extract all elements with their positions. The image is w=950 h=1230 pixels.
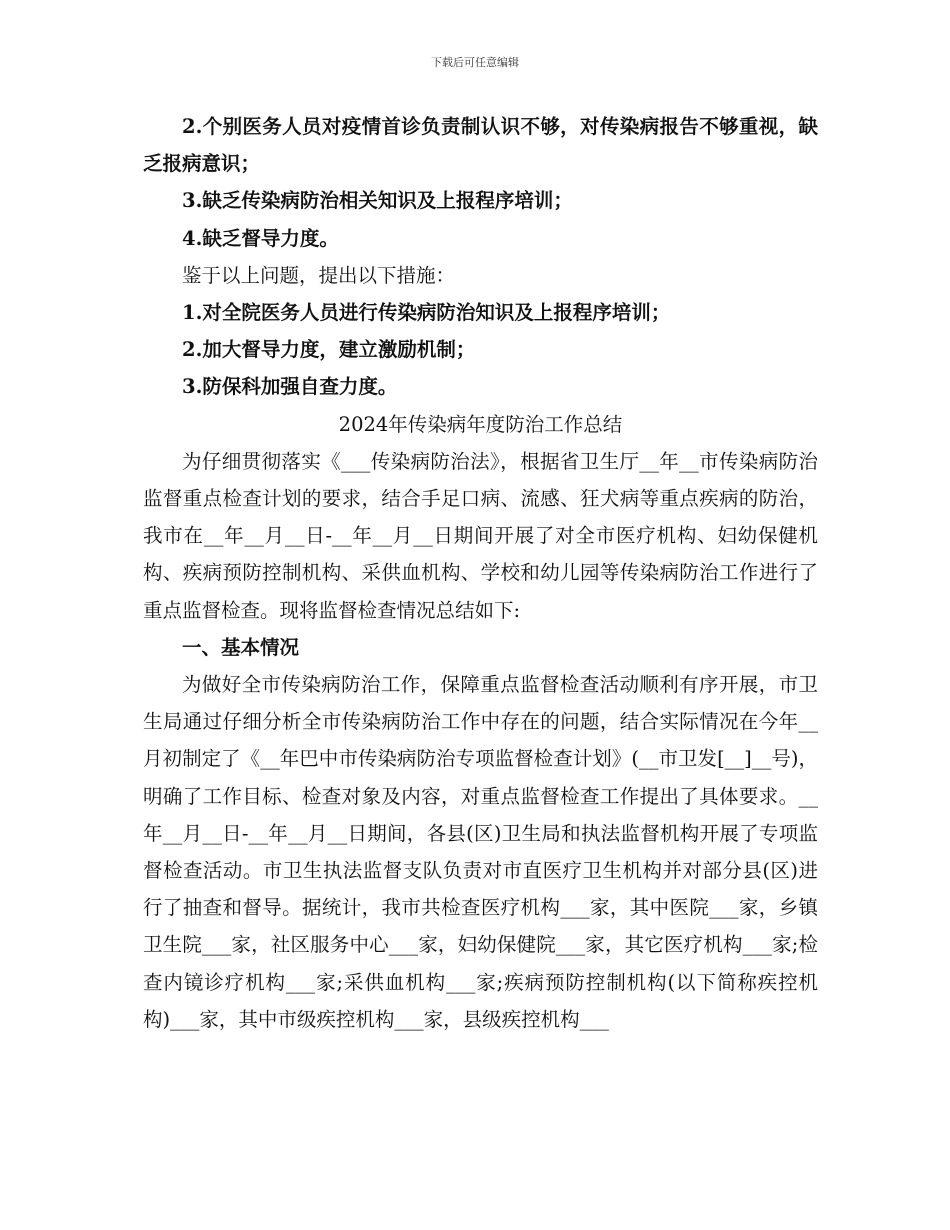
measure-item-2: 2.加大督导力度，建立激励机制； (182, 338, 476, 362)
document-body (143, 108, 818, 1038)
list-item-top-3: 3.缺乏传染病防治相关知识及上报程序培训； (182, 189, 573, 213)
section-heading-basic: 一、基本情况 (182, 635, 300, 659)
document-title: 2024年传染病年度防治工作总结 (338, 412, 623, 436)
list-item-top-4: 4.缺乏督导力度。 (182, 226, 339, 250)
paragraph-intro: 为仔细贯彻落实《___传染病防治法》，根据省卫生厅__年__市传染病防治监督重点检查计划的要求，结合手足口病、流感、狂犬病等重点疾病的防治，我市在__年__月__日-__年__月__日期间开展了对全市医疗机构、妇幼保健机构、疾病预防控制机构、采供血机构、学校和幼儿园等传染病防治工作进行了重点监督检查。现将监督检查情况总结如下: (143, 449, 818, 622)
measure-item-3: 3.防保科加强自查力度。 (182, 375, 398, 399)
measure-item-1: 1.对全院医务人员进行传染病防治知识及上报程序培训； (182, 301, 671, 325)
page-header: 下载后可任意编辑 (431, 56, 519, 69)
list-item-top-2: 2.个别医务人员对疫情首诊负责制认识不够，对传染病报告不够重视，缺乏报病意识； (143, 115, 818, 176)
measures-intro: 鉴于以上问题，提出以下措施： (182, 263, 456, 287)
paragraph-basic-situation: 为做好全市传染病防治工作，保障重点监督检查活动顺利有序开展，市卫生局通过仔细分析全市传染病防治工作中存在的问题，结合实际情况在今年__月初制定了《__年巴中市传染病防治专项监督检查计划》(__市卫发[__]__号)，明确了工作目标、检查对象及内容，对重点监督检查工作提出了具体要求。__年__月__日-__年__月__日期间，各县(区)卫生局和执法监督机构开展了专项监督检查活动。市卫生执法监督支队负责对市直医疗卫生机构并对部分县(区)进行了抽查和督导。据统计，我市共检查医疗机构___家，其中医院___家，乡镇卫生院___家，社区服务中心___家，妇幼保健院___家，其它医疗机构___家;检查内镜诊疗机构___家;采供血机构___家;疾病预防控制机构(以下简称疾控机构)___家，其中市级疾控机构___家，县级疾控机构___ (143, 673, 818, 1031)
